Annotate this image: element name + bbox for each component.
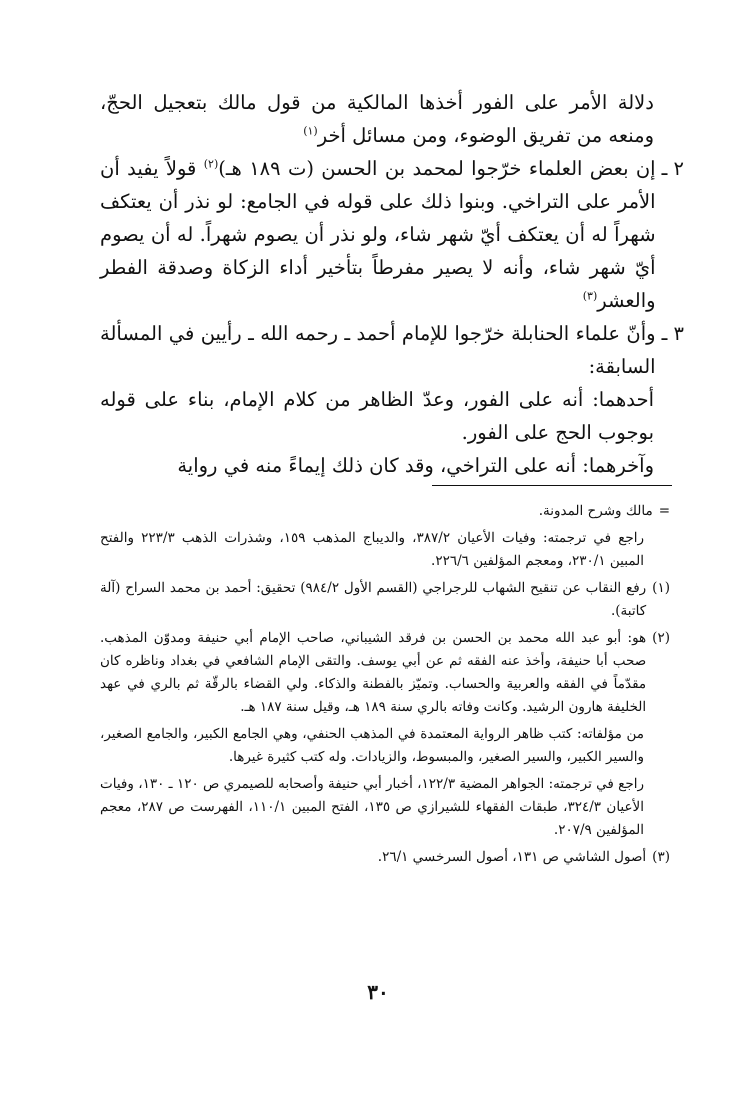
footnote-ref-3[interactable]: (٣) — [582, 289, 598, 303]
list-item-2 — [100, 152, 684, 317]
page-number: ٣٠ — [367, 980, 389, 1004]
footnote-number: (٢) — [652, 630, 670, 646]
footnote-2-refs: راجع في ترجمته: الجواهر المضية ١٢٢/٣، أخبار أبي حنيفة وأصحابه للصيمري ص ١٢٠ ـ ١٣٠، وفيات الأعيان ٣٢٤/٣، طبقات الفقهاء للشيرازي ص ١٣٥، الفتح المبين ١١٠/١، الفهرست ص ٢٨٧، معجم المؤلفين ٢٠٧/٩. — [100, 776, 645, 838]
list-number: ٣ ـ — [661, 322, 684, 345]
list-item-3 — [100, 317, 684, 383]
list-number: ٢ ـ — [661, 157, 684, 180]
list-item-body: إن بعض العلماء خرّجوا لمحمد بن الحسن (ت ١٨٩ هـ)$^{(٢)}$ قولاً يفيد أن الأمر على التراخي. وبنوا ذلك على قوله في الجامع: لو نذر أن يعتكف شهراً له أن يعتكف أيّ شهر شاء، ولو نذر أن يصوم شهراً. له أن يصوم أيّ شهر شاء، وأنه لا يصير مفرطاً بتأخير أداء الزكاة وصدقة الفطر والعشر$^{(٣)}$ — [100, 157, 656, 312]
footnote-2: (٢) هو: أبو عبد الله محمد بن الحسن بن فرقد الشيباني، صاحب الإمام أبي حنيفة ومدوّن المذهب. صحب أبا حنيفة، وأخذ عنه الفقه ثم عن أبي يوسف. والتقى الإمام الشافعي في بغداد وناظره كان مقدّماً في الفقه والعربية والحساب. وتميّز بالفطنة والذكاء. ولي القضاء بالرقّة ثم بالري في عهد الخليفة هارون الرشيد. وكانت وفاته بالري سنة ١٨٩ هـ، وقيل سنة ١٨٧ هـ. — [100, 627, 670, 719]
footnote-continued-refs: راجع في ترجمته: وفيات الأعيان ٣٨٧/٢، والديباج المذهب ١٥٩، وشذرات الذهب ٢٢٣/٣ والفتح المبين ٢٣٠/١، ومعجم المؤلفين ٢٢٦/٦. — [100, 530, 645, 569]
footnote-number: (١) — [652, 580, 670, 596]
footnote-ref-1[interactable]: (١) — [303, 124, 318, 138]
footnote-3: (٣) أصول الشاشي ص ١٣١، أصول السرخسي ٢٦/١. — [100, 846, 670, 869]
main-text — [100, 86, 684, 482]
footnote-number: (٣) — [652, 849, 670, 865]
footnote-1: (١) رفع النقاب عن تنقيح الشهاب للرجراجي (القسم الأول ٩٨٤/٢) تحقيق: أحمد بن محمد السراح (آلة كاتبة). — [100, 577, 670, 623]
list-item-body: وأنّ علماء الحنابلة خرّجوا للإمام أحمد ـ رحمه الله ـ رأيين في المسألة السابقة: — [100, 322, 656, 378]
paragraph-1: دلالة الأمر على الفور أخذها المالكية من قول مالك بتعجيل الحجّ، ومنعه من تفريق الوضوء، ومن مسائل أخر$^{(١)}$ — [100, 91, 654, 147]
paragraph-first-opinion: أحدهما: أنه على الفور، وعدّ الظاهر من كلام الإمام، بناء على قوله بوجوب الحج على الفور. — [100, 388, 654, 444]
footnote-2-works: من مؤلفاته: كتب ظاهر الرواية المعتمدة في المذهب الحنفي، وهي الجامع الكبير، والجامع الصغير، والسير الكبير، والسير الصغير، والمبسوط، والزيادات. وله كتب كثيرة غيرها. — [100, 726, 644, 765]
footnotes — [100, 500, 670, 873]
footnote-continued: = مالك وشرح المدونة. — [100, 500, 670, 523]
footnote-ref-2[interactable]: (٢) — [203, 157, 219, 171]
continuation-marker: = — [658, 503, 670, 519]
paragraph-second-opinion: وآخرهما: أنه على التراخي، وقد كان ذلك إيماءً منه في رواية — [177, 454, 654, 477]
footnote-separator — [432, 485, 672, 486]
